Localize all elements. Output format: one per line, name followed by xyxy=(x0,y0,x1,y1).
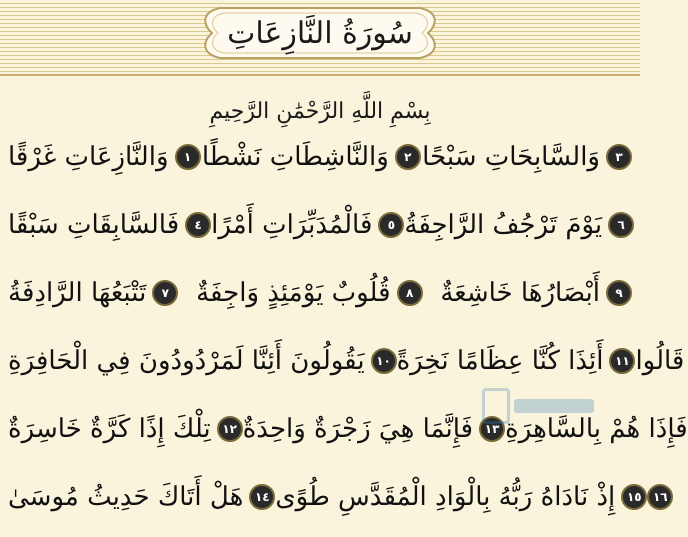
verse-segment xyxy=(211,210,404,240)
verse-segment xyxy=(202,142,421,172)
verse-text: قَالُوا xyxy=(635,346,685,376)
verse-line-1 xyxy=(8,128,632,186)
verse-number-marker: ٩ xyxy=(606,280,632,306)
verse-segment xyxy=(422,142,632,172)
verse-text: قُلُوبٌ يَوْمَئِذٍ وَاجِفَةٌ xyxy=(196,278,391,308)
title-cartouche xyxy=(192,4,448,62)
site-logo-watermark-icon xyxy=(482,386,602,426)
verse-number-marker: ٨ xyxy=(397,280,423,306)
verse-text: تِلْكَ إِذًا كَرَّةٌ خَاسِرَةٌ xyxy=(8,414,211,444)
verse-line-6 xyxy=(8,468,668,526)
verse-segment xyxy=(243,414,505,444)
verse-text: هَلْ أَتَاكَ حَدِيثُ مُوسَىٰ xyxy=(8,482,244,512)
verse-text: يَوْمَ تَرْجُفُ الرَّاجِفَةُ xyxy=(404,210,603,240)
verse-text: إِذْ نَادَاهُ رَبُّهُ بِالْوَادِ الْمُقَدَّسِ طُوًى xyxy=(275,482,616,512)
watermark-bar xyxy=(514,399,594,413)
verse-text: فَالسَّابِقَاتِ سَبْقًا xyxy=(8,210,180,240)
verse-text: فَإِذَا هُمْ بِالسَّاهِرَةِ xyxy=(505,414,688,444)
verse-text: وَالنَّازِعَاتِ غَرْقًا xyxy=(8,142,169,172)
verse-number-marker: ١١ xyxy=(609,348,635,374)
verse-number-marker: ٤ xyxy=(185,212,211,238)
verse-number-marker: ٢ xyxy=(395,144,421,170)
verse-segment xyxy=(8,210,211,240)
verse-segment xyxy=(635,346,684,376)
verse-number-marker: ١٢ xyxy=(217,416,243,442)
verse-text: أَبْصَارُهَا خَاشِعَةٌ xyxy=(440,278,600,308)
verse-number-marker: ٥ xyxy=(378,212,404,238)
watermark-box xyxy=(482,388,510,424)
verse-segment xyxy=(8,414,243,444)
verse-text: وَالسَّابِحَاتِ سَبْحًا xyxy=(422,142,600,172)
verse-segment xyxy=(196,278,423,308)
verse-text: تَتْبَعُهَا الرَّادِفَةُ xyxy=(8,278,147,308)
verse-number-marker: ١٣ xyxy=(479,416,505,442)
verse-text: وَالنَّاشِطَاتِ نَشْطًا xyxy=(201,142,389,172)
verse-number-marker: ٦ xyxy=(608,212,634,238)
verse-line-3 xyxy=(8,264,632,322)
verse-number-marker: ٣ xyxy=(606,144,632,170)
verse-segment xyxy=(397,346,636,376)
verse-segment xyxy=(647,484,673,510)
verse-number-marker: ١٥ xyxy=(621,484,647,510)
verse-number-marker: ١٤ xyxy=(249,484,275,510)
verse-number-marker: ١ xyxy=(175,144,201,170)
verse-number-marker: ١٦ xyxy=(647,484,673,510)
verse-text: أَئِذَا كُنَّا عِظَامًا نَخِرَةً xyxy=(396,346,604,376)
verse-line-2 xyxy=(8,196,632,254)
verse-line-4 xyxy=(8,332,685,390)
surah-title: سُورَةُ النَّازِعَاتِ xyxy=(227,15,413,51)
verse-text: يَقُولُونَ أَئِنَّا لَمَرْدُودُونَ فِي الْحَافِرَةِ xyxy=(8,346,365,376)
verse-segment xyxy=(8,346,397,376)
basmala: بِسْمِ اللَّهِ الرَّحْمَٰنِ الرَّحِيمِ xyxy=(209,98,431,124)
verse-number-marker: ١٠ xyxy=(371,348,397,374)
verse-segment xyxy=(404,210,634,240)
verse-segment xyxy=(8,142,201,172)
verse-number-marker: ٧ xyxy=(152,280,178,306)
verse-text: فَالْمُدَبِّرَاتِ أَمْرًا xyxy=(211,210,373,240)
surah-header-band xyxy=(0,0,640,76)
verse-segment xyxy=(440,278,632,308)
verse-text: فَإِنَّمَا هِيَ زَجْرَةٌ وَاحِدَةٌ xyxy=(242,414,474,444)
verse-segment xyxy=(8,278,178,308)
verse-segment xyxy=(8,482,275,512)
verse-segment xyxy=(275,482,647,512)
